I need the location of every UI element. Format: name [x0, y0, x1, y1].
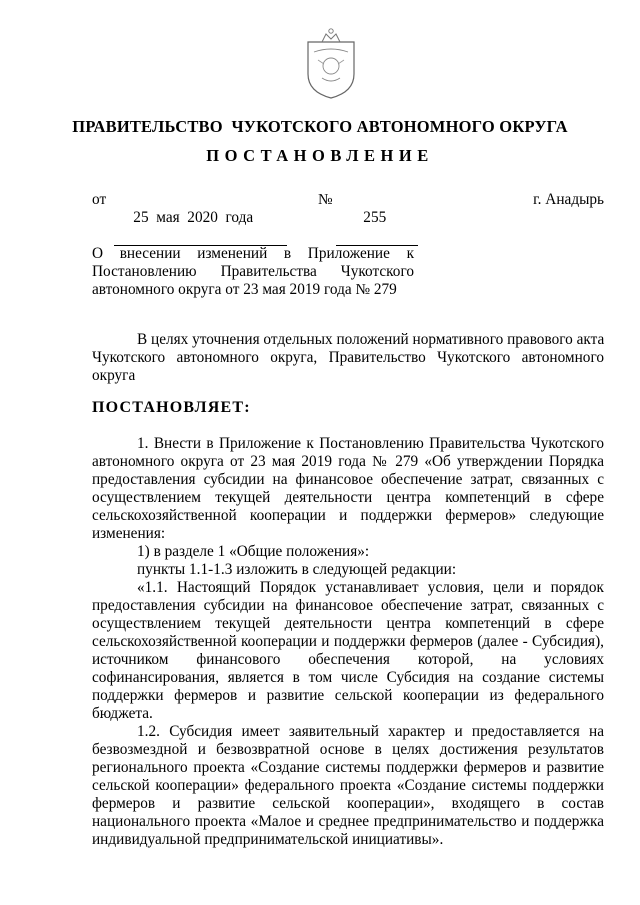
body-line: автономного округа от 23 мая 2019 года № 279 «Об утверждении Порядка	[92, 453, 604, 470]
body-line: фермеров и развитие сельской кооперации», входящего в состав	[92, 795, 604, 812]
subject-line-2: Постановлению Правительства Чукотского	[92, 263, 414, 280]
document-meta-row	[92, 191, 604, 226]
body-line: источником финансового обеспечения которой, на условиях	[92, 651, 604, 668]
body-line: индивидуальной предпринимательской инициативы».	[92, 831, 444, 848]
document-title: ПОСТАНОВЛЕНИЕ	[206, 146, 434, 165]
body-line: «1.1. Настоящий Порядок устанавливает условия, цели и порядок	[137, 579, 604, 596]
body-line: сельской кооперации» федерального проекта «Создание системы поддержки	[92, 777, 604, 794]
body-line: национального проекта «Малое и среднее предпринимательство и поддержка	[92, 813, 604, 830]
body-line: регионального проекта «Создание системы поддержки фермеров и развитие	[92, 759, 604, 776]
preamble-line-3: округа	[92, 367, 136, 384]
subject-line-3: автономного округа от 23 мая 2019 года № 279	[92, 281, 397, 298]
coat-of-arms-emblem	[300, 22, 362, 102]
subject-line-1: О внесении изменений в Приложение к	[92, 245, 414, 262]
number-label: №	[318, 191, 333, 208]
body-line: софинансирования, является в том числе Субсидия на создание системы	[92, 669, 604, 686]
body-line: 1. Внести в Приложение к Постановлению Правительства Чукотского	[137, 435, 604, 452]
resolves-heading: ПОСТАНОВЛЯЕТ:	[92, 399, 251, 416]
body-line: 1.2. Субсидия имеет заявительный характер и предоставляется на	[137, 723, 604, 740]
date-prefix: от	[92, 191, 107, 208]
body-line: 1) в разделе 1 «Общие положения»:	[137, 543, 370, 560]
body-line: предоставления субсидии на финансовое обеспечение затрат, связанных с	[92, 597, 604, 614]
body-line: изменения:	[92, 525, 166, 542]
organization-title: ПРАВИТЕЛЬСТВО ЧУКОТСКОГО АВТОНОМНОГО ОКРУГА	[72, 117, 568, 136]
body-line: сельскохозяйственной кооперации и поддержки фермеров» следующие	[92, 507, 604, 524]
body-line: поддержки фермеров и развитие сельской кооперации из федерального	[92, 687, 604, 704]
body-line: предоставления субсидии на финансовое обеспечение затрат, связанных с	[92, 471, 604, 488]
body-line: бюджета.	[92, 705, 153, 722]
document-number: 255	[336, 191, 418, 246]
body-line: пункты 1.1-1.3 изложить в следующей редакции:	[137, 561, 457, 578]
body-line: безвозмездной и безвозвратной основе в целях достижения результатов	[92, 741, 604, 758]
preamble-line-2: Чукотского автономного округа, Правительство Чукотского автономного	[92, 349, 604, 366]
body-line: осуществлением текущей деятельности центра компетенций в сфере	[92, 615, 604, 632]
body-line: осуществлением текущей деятельности центра компетенций в сфере	[92, 489, 604, 506]
document-date: 25 мая 2020 года	[114, 191, 287, 246]
body-line: сельскохозяйственной кооперации и поддержки фермеров (далее - Субсидия),	[92, 633, 604, 650]
city-name: г. Анадырь	[533, 191, 604, 208]
preamble-line-1: В целях уточнения отдельных положений нормативного правового акта	[137, 331, 605, 348]
